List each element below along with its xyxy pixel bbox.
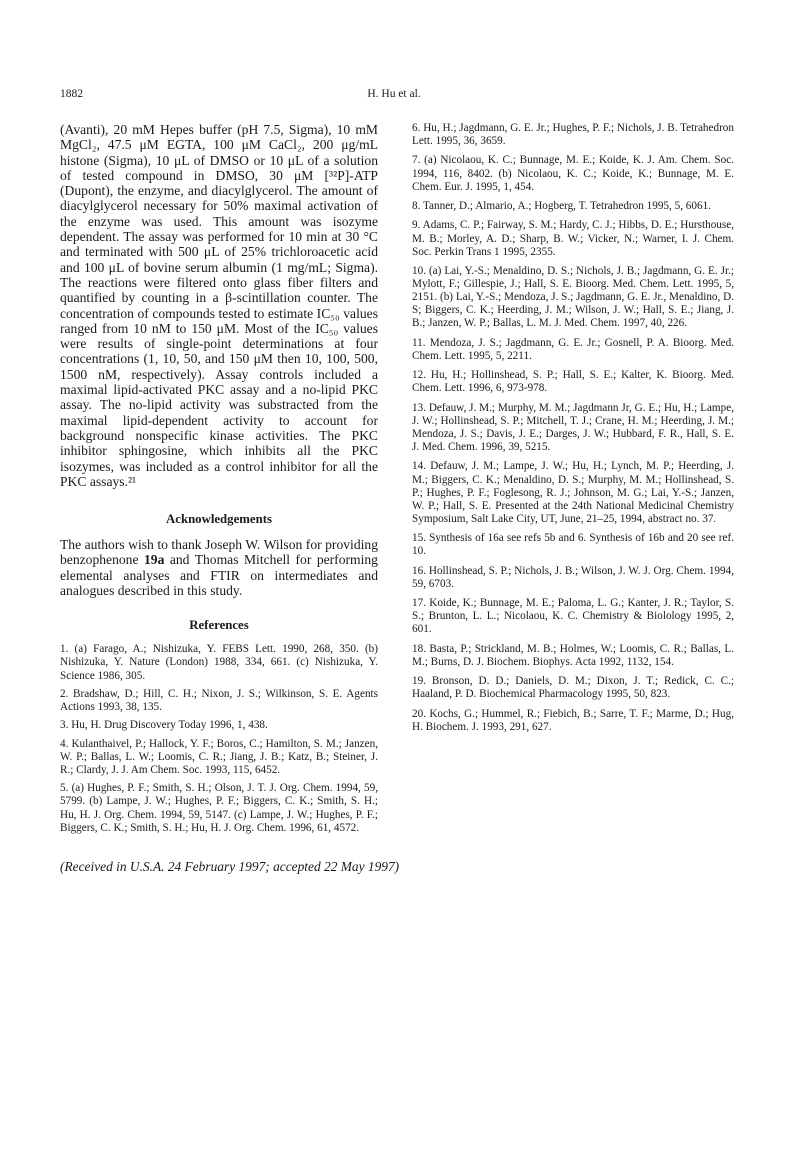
reference-item: 16. Hollinshead, S. P.; Nichols, J. B.; Wilson, J. W. J. Org. Chem. 1994, 59, 6703. — [412, 564, 734, 590]
reference-item: 11. Mendoza, J. S.; Jagdmann, G. E. Jr.; Gosnell, P. A. Bioorg. Med. Chem. Lett. 1995, 5, 2211. — [412, 336, 734, 362]
reference-item: 20. Kochs, G.; Hummel, R.; Fiebich, B.; Sarre, T. F.; Marme, D.; Hug, H. Biochem. J. 1993, 291, 627. — [412, 707, 734, 733]
received-dates — [60, 859, 399, 875]
reference-item: 13. Defauw, J. M.; Murphy, M. M.; Jagdmann Jr, G. E.; Hu, H.; Lampe, J. W.; Hollinshead, S. P.; Mitchell, T. J.; Crane, H. M.; Heerding, J. M.; Mendoza, J. S.; Davis, J. E.; Darges, J. W.; Hubbard, F. R., Hall, S. E. J. Med. Chem. 1996, 39, 5215. — [412, 401, 734, 454]
reference-item: 9. Adams, C. P.; Fairway, S. M.; Hardy, C. J.; Hibbs, D. E.; Hursthouse, M. B.; Morley, A. D.; Sharp, B. W.; Vicker, N.; Warner, I. J. Chem. Soc. Perkin Trans 1 1995, 2355. — [412, 219, 734, 258]
ack-text-after: and Thomas Mitchell for performing elemental analyses and FTIR on intermediates and analogues described in this study. — [60, 552, 378, 599]
reference-item: 15. Synthesis of 16a see refs 5b and 6. Synthesis of 16b and 20 see ref. 10. — [412, 532, 734, 558]
reference-item: 5. (a) Hughes, P. F.; Smith, S. H.; Olson, J. T. J. Org. Chem. 1994, 59, 5799. (b) Lampe, J. W.; Hughes, P. F.; Biggers, C. K.; Smith, S. H.; Hu, H. J. Org. Chem. 1994, 59, 5147. (c) Lampe, J. W.; Hughes, P. F.; Biggers, C. K.; Smith, S. H.; Hu, H. J. Org. Chem. 1996, 61, 4572. — [60, 782, 378, 834]
reference-item: 18. Basta, P.; Strickland, M. B.; Holmes, W.; Loomis, C. R.; Ballas, L. M.; Burns, D. J. Biochem. Biophys. Acta 1992, 1132, 154. — [412, 642, 734, 668]
acknowledgements-text — [60, 537, 378, 598]
right-column — [412, 122, 734, 740]
ack-text-before: The authors wish to thank Joseph W. Wilson for providing benzophenone — [60, 537, 378, 568]
reference-item: 17. Koide, K.; Bunnage, M. E.; Paloma, L. G.; Kanter, J. R.; Taylor, S. S.; Brunton, L. L.; Nicolaou, K. C. Chemistry & Biolology 1995, 2, 601. — [412, 597, 734, 636]
reference-item: 19. Bronson, D. D.; Daniels, D. M.; Dixon, J. T.; Redick, C. C.; Haaland, P. D. Biochemical Pharmacology 1995, 50, 823. — [412, 675, 734, 701]
reference-item: 4. Kulanthaivel, P.; Hallock, Y. F.; Boros, C.; Hamilton, S. M.; Janzen, W. P.; Ballas, L. W.; Loomis, C. R.; Jiang, J. B.; Katz, B.; Steiner, J. R.; Clardy, J. J. Am Chem. Soc. 1993, 115, 6452. — [60, 737, 378, 776]
received-text: (Received in U.S.A. 24 February 1997; accepted 22 May 1997) — [60, 859, 400, 874]
left-column — [60, 122, 378, 840]
reference-item: 1. (a) Farago, A.; Nishizuka, Y. FEBS Lett. 1990, 268, 350. (b) Nishizuka, Y. Nature (London) 1988, 334, 661. (c) Nishizuka, Y. Science 1986, 305. — [60, 643, 378, 682]
reference-item: 3. Hu, H. Drug Discovery Today 1996, 1, 438. — [60, 719, 268, 732]
reference-item: 6. Hu, H.; Jagdmann, G. E. Jr.; Hughes, P. F.; Nichols, J. B. Tetrahedron Lett. 1995, 36, 3659. — [412, 122, 734, 148]
experimental-paragraph: (Avanti), 20 mM Hepes buffer (pH 7.5, Sigma), 10 mM MgCl₂, 47.5 μM EGTA, 100 μM CaCl₂, 200 μg/mL histone (Sigma), 10 μL of DMSO or 10 μL of a solution of tested compound in DMSO, 30 μM [³²P]-ATP (Dupont), the enzyme, and diacylglycerol. The amount of diacylglycerol necessary for 50% maximal activation of the enzyme was used. This amount was isozyme dependent. The assay was performed for 10 min at 30 °C and terminated with 500 μL of 25% trichloroacetic acid and 100 μL of bovine serum albumin (1 mg/mL; Sigma). The reactions were filtered onto glass fiber filters and quantified by counting in a β-scintillation counter. The concentration of compounds tested to estimate IC₅₀ values ranged from 10 nM to 150 μM. Most of the IC₅₀ values were results of single-point determinations at four concentrations (1, 10, 50, and 150 μM then 10, 100, 500, 1500 nM, respectively). Assay controls included a maximal lipid-activated PKC assay and a no-lipid PKC assay. The no-lipid activity was substracted from the maximal lipid-dependent activity to account for background nonspecific kinase activities. The PKC inhibitor sphingosine, which inhibits all the PKC isozymes, was included as a control inhibitor for all the PKC assays.²¹ — [60, 122, 378, 489]
reference-item: 7. (a) Nicolaou, K. C.; Bunnage, M. E.; Koide, K. J. Am. Chem. Soc. 1994, 116, 8402. (b) Nicolaou, K. C.; Koide, K.; Bunnage, M. E. Chem. Eur. J. 1995, 1, 454. — [412, 154, 734, 193]
reference-item: 12. Hu, H.; Hollinshead, S. P.; Hall, S. E.; Kalter, K. Bioorg. Med. Chem. Lett. 1996, 6, 973-978. — [412, 369, 734, 395]
reference-item: 2. Bradshaw, D.; Hill, C. H.; Nixon, J. S.; Wilkinson, S. E. Agents Actions 1993, 38, 135. — [60, 687, 378, 713]
references-heading: References — [189, 618, 249, 633]
reference-item: 10. (a) Lai, Y.-S.; Menaldino, D. S.; Nichols, J. B.; Jagdmann, G. E. Jr.; Mylott, F.; Gillespie, J.; Hall, S. E. Bioorg. Med. Chem. Lett. 1995, 5, 2151. (b) Lai, Y.-S.; Mendoza, J. S.; Jagdmann, G. E. Jr., Menaldino, D. S; Biggers, C. K.; Heerding, J. M.; Wilson, J. W.; Hall, S. E.; Jiang, J. B.; Janzen, W. P.; Ballas, L. M. J. Med. Chem. 1997, 40, 226. — [412, 265, 734, 330]
page-number: 1882 — [60, 88, 83, 100]
running-head: H. Hu et al. — [367, 88, 421, 100]
reference-item: 8. Tanner, D.; Almario, A.; Hogberg, T. Tetrahedron 1995, 5, 6061. — [412, 200, 711, 213]
acknowledgements-heading: Acknowledgements — [166, 512, 272, 527]
reference-list-left — [60, 643, 378, 834]
reference-item: 14. Defauw, J. M.; Lampe, J. W.; Hu, H.; Lynch, M. P.; Heerding, J. M.; Biggers, C. K.; Menaldino, D. S.; Murphy, M. M.; Hollinshead, S. P.; Hughes, P. F.; Foglesong, R. J.; Johnson, M. G.; Lai, Y.-S.; Janzen, W. P.; Hall, S. E. Presented at the 24th National Medicinal Chemistry Symposium, Salt Lake City, UT, June, 21–25, 1994, abstract no. 37. — [412, 460, 734, 525]
ack-compound-label: 19a — [143, 552, 165, 568]
